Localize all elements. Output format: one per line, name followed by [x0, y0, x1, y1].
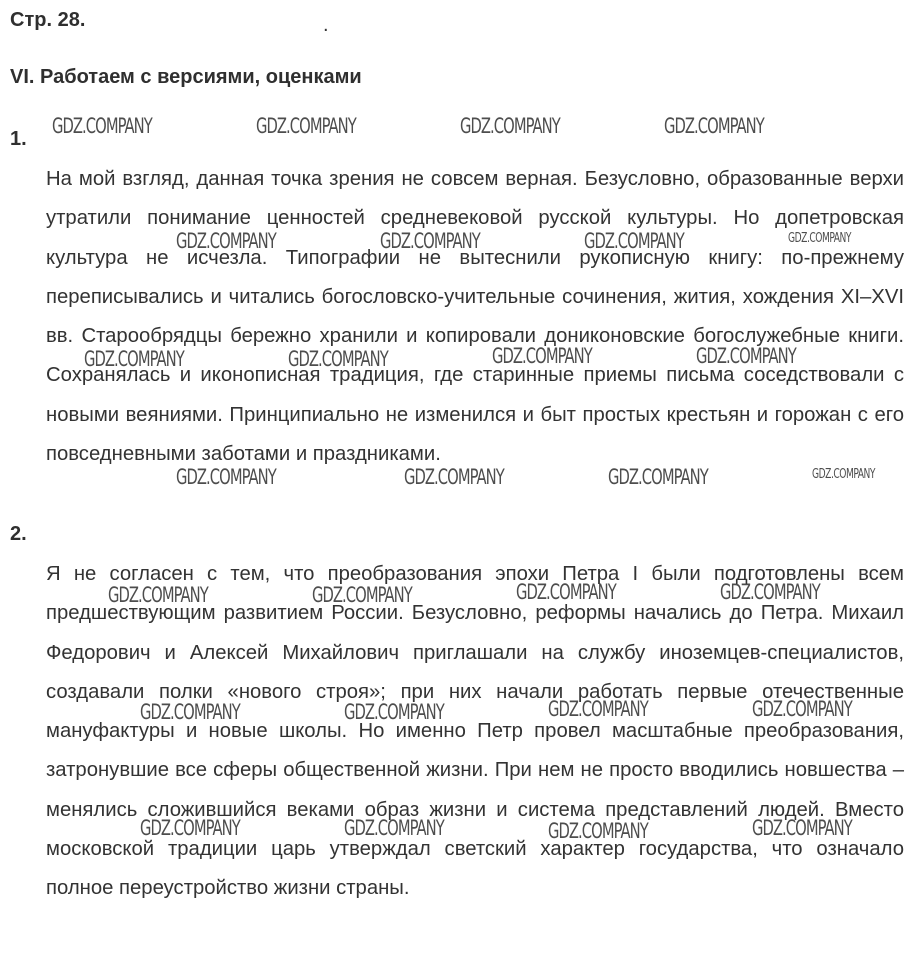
watermark: GDZ.COMPANY — [256, 114, 356, 138]
watermark: GDZ.COMPANY — [720, 580, 820, 604]
watermark: GDZ.COMPANY — [608, 465, 708, 489]
watermark: GDZ.COMPANY — [344, 700, 444, 724]
watermark: GDZ.COMPANY — [752, 816, 852, 840]
section-title: VI. Работаем с версиями, оценками — [10, 66, 362, 88]
watermark: GDZ.COMPANY — [380, 229, 480, 253]
watermark: GDZ.COMPANY — [288, 347, 388, 371]
answer-text-2: Я не согласен с тем, что преобразования эпохи Петра I были подготовлены всем предшествующим развитием России. Безусловно, реформы начались до Петра. Михаил Федорович и Алексей Михайлович приглашали на службу иноземцев-специалистов, создавали полки «нового строя»; при них начали работать первые отечественные мануфактуры и новые школы. Но именно Петр провел масштабные преобразования, затронувшие все сферы общественной жизни. При нем не просто вводились новшества – менялись сложившийся веками образ жизни и система представлений людей. Вместо московской традиции царь утверждал светский характер государства, что означало полное переустройство жизни страны. — [46, 563, 904, 900]
watermark: GDZ.COMPANY — [812, 467, 876, 482]
watermark: GDZ.COMPANY — [788, 231, 852, 246]
watermark: GDZ.COMPANY — [140, 816, 240, 840]
watermark: GDZ.COMPANY — [548, 819, 648, 843]
page-number: Стр. 28. — [10, 9, 86, 31]
watermark: GDZ.COMPANY — [548, 697, 648, 721]
watermark: GDZ.COMPANY — [176, 229, 276, 253]
watermark: GDZ.COMPANY — [492, 344, 592, 368]
watermark: GDZ.COMPANY — [84, 347, 184, 371]
watermark: GDZ.COMPANY — [516, 580, 616, 604]
watermark: GDZ.COMPANY — [140, 700, 240, 724]
watermark: GDZ.COMPANY — [752, 697, 852, 721]
watermark: GDZ.COMPANY — [664, 114, 764, 138]
watermark: GDZ.COMPANY — [696, 344, 796, 368]
watermark: GDZ.COMPANY — [312, 583, 412, 607]
watermark: GDZ.COMPANY — [52, 114, 152, 138]
answer-number-1: 1. — [10, 128, 27, 150]
watermark: GDZ.COMPANY — [176, 465, 276, 489]
stray-dot: . — [323, 14, 329, 36]
watermark: GDZ.COMPANY — [344, 816, 444, 840]
watermark: GDZ.COMPANY — [404, 465, 504, 489]
watermark: GDZ.COMPANY — [460, 114, 560, 138]
watermark: GDZ.COMPANY — [108, 583, 208, 607]
answer-text-1: На мой взгляд, данная точка зрения не совсем верная. Безусловно, образованные верхи утратили понимание ценностей средневековой русской культуры. Но допетровская культура не исчезла. Типографии не вытеснили рукописную книгу: по-прежнему переписывались и читались богословско-учительные сочинения, жития, хождения XI–XVI вв. Старообрядцы бережно хранили и копировали дониконовские богослужебные книги. Сохранялась и иконописная традиция, где старинные приемы письма соседствовали с новыми веяниями. Принципиально не изменился и быт простых крестьян и горожан с его повседневными заботами и праздниками. — [46, 168, 904, 466]
watermark: GDZ.COMPANY — [584, 229, 684, 253]
answer-number-2: 2. — [10, 523, 27, 545]
